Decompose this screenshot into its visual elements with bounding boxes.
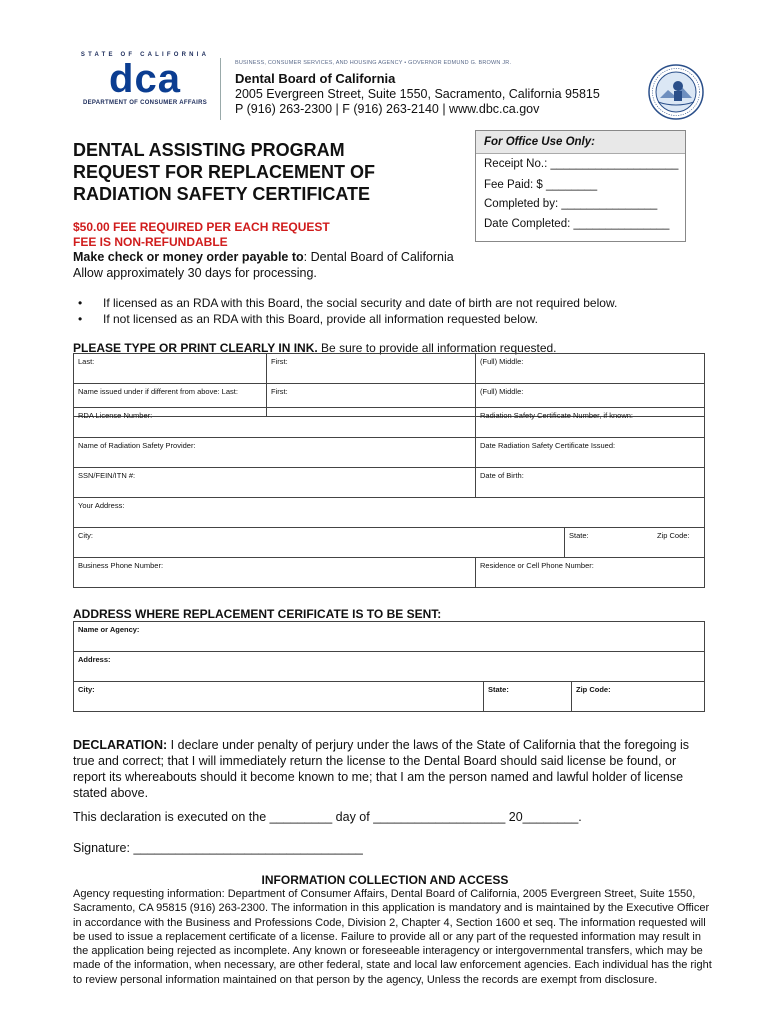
payee-name: : Dental Board of California [303, 250, 454, 264]
board-name: Dental Board of California [235, 71, 396, 86]
office-use-box [475, 130, 686, 242]
applicant-details-table [73, 407, 705, 588]
dca-logo [80, 52, 210, 122]
send-to-state-field[interactable]: State: [484, 682, 572, 712]
title-line-1: DENTAL ASSISTING PROGRAM [73, 140, 345, 160]
city-field[interactable]: City: [74, 528, 565, 558]
logo-department-text: DEPARTMENT OF CONSUMER AFFAIRS [83, 100, 207, 106]
state-zip-field [565, 528, 705, 558]
send-to-city-field[interactable]: City: [74, 682, 484, 712]
fee-notice [73, 220, 330, 250]
logo-state-text: STATE OF CALIFORNIA [80, 52, 210, 58]
office-use-title [476, 131, 685, 154]
instruction-bullets [78, 295, 617, 327]
processing-time: Allow approximately 30 days for processing. [73, 266, 317, 280]
residence-phone-field[interactable]: Residence or Cell Phone Number: [476, 558, 705, 588]
prior-last-name-field[interactable]: Name issued under if different from above: Last: [74, 384, 267, 417]
execution-date-line[interactable]: This declaration is executed on the _________ day of ___________________ 20________. [73, 810, 582, 824]
signature-line[interactable]: Signature: _________________________________ [73, 841, 363, 855]
send-to-address-field[interactable]: Address: [74, 652, 705, 682]
payable-label: Make check or money order payable to [73, 250, 304, 264]
info-collection-heading: INFORMATION COLLECTION AND ACCESS [261, 873, 509, 887]
declaration-label: DECLARATION: [73, 738, 168, 752]
list-item [78, 311, 617, 327]
state-seal-icon [648, 64, 704, 120]
rda-license-field[interactable]: RDA License Number: [74, 408, 476, 438]
rs-cert-date-field[interactable]: Date Radiation Safety Certificate Issued: [476, 438, 705, 468]
date-completed-field: Date Completed: _______________ [484, 218, 670, 230]
header-divider [220, 58, 221, 120]
title-line-2: REQUEST FOR REPLACEMENT OF [73, 162, 376, 182]
receipt-number-field: Receipt No.: ____________________ [484, 158, 679, 170]
rs-cert-number-field[interactable]: Radiation Safety Certificate Number, if known: [476, 408, 705, 438]
address-field[interactable]: Your Address: [74, 498, 705, 528]
first-name-field[interactable]: First: [267, 354, 476, 384]
dob-field[interactable]: Date of Birth: [476, 468, 705, 498]
fee-line-1: $50.00 FEE REQUIRED PER EACH REQUEST [73, 220, 330, 234]
completed-by-field: Completed by: _______________ [484, 198, 658, 210]
bullet-text: If licensed as an RDA with this Board, the social security and date of birth are not required below. [103, 296, 618, 310]
title-line-3: RADIATION SAFETY CERTIFICATE [73, 184, 370, 204]
fee-paid-field: Fee Paid: $ ________ [484, 179, 598, 191]
board-address: 2005 Evergreen Street, Suite 1550, Sacramento, California 95815 [235, 87, 600, 101]
declaration-text: I declare under penalty of perjury under the laws of the State of California that the foregoing is true and correct; that I will immediately return the license to the Dental Board should said license be found, or report its whereabouts should it become known to me; that I am the person named and lawful holder of license stated above. [73, 738, 690, 800]
bullet-text: If not licensed as an RDA with this Board, provide all information requested below. [103, 312, 538, 326]
send-to-heading: ADDRESS WHERE REPLACEMENT CERIFICATE IS TO BE SENT: [73, 607, 442, 621]
info-collection-text: Agency requesting information: Department of Consumer Affairs, Dental Board of California, 2005 Evergreen Street, Suite 1550, Sacramento, CA 95815 (916) 263-2300. The information in this application is mandatory and is maintained by the Executive Officer in accordance with the Business and Professions Code, Division 2, Chapter 4, Section 1600 et seq. The information requested will be used to issue a replacement certificate of a license. Failure to provide all or any part of the requested information may result in the application being rejected as incomplete. Any known or foreseeable interagency or intergovernmental transfers, which may be made of the information, when necessary, are other federal, state and local law enforcement agencies. Each individual has the right to review personal information maintained on that person by the agency, Unless the records are exempt from disclosure. [73, 888, 712, 986]
state-field[interactable]: State: [569, 531, 589, 540]
prior-middle-name-field[interactable]: (Full) Middle: [476, 384, 705, 417]
ssn-field[interactable]: SSN/FEIN/ITN #: [74, 468, 476, 498]
form-title [73, 139, 375, 205]
business-phone-field[interactable]: Business Phone Number: [74, 558, 476, 588]
middle-name-field[interactable]: (Full) Middle: [476, 354, 705, 384]
send-to-table [73, 621, 705, 712]
zip-field[interactable]: Zip Code: [657, 531, 690, 540]
rs-provider-field[interactable]: Name of Radiation Safety Provider: [74, 438, 476, 468]
agency-line: BUSINESS, CONSUMER SERVICES, AND HOUSING AGENCY • GOVERNOR EDMUND G. BROWN JR. [235, 60, 512, 66]
payment-instructions [73, 249, 454, 281]
bullet-icon: • [78, 296, 83, 310]
send-to-name-field[interactable]: Name or Agency: [74, 622, 705, 652]
last-name-field[interactable]: Last: [74, 354, 267, 384]
list-item [78, 295, 617, 311]
fee-line-2: FEE IS NON-REFUNDABLE [73, 235, 228, 249]
logo-mark: dca [109, 57, 181, 101]
office-use-title-text: For Office Use Only: [484, 136, 595, 148]
prior-first-name-field[interactable]: First: [267, 384, 476, 417]
print-instruction-text: Be sure to provide all information requested. [317, 341, 557, 355]
declaration [73, 737, 703, 801]
board-contact: P (916) 263-2300 | F (916) 263-2140 | www.dbc.ca.gov [235, 102, 540, 116]
send-to-zip-field[interactable]: Zip Code: [572, 682, 705, 712]
print-instruction-bold: PLEASE TYPE OR PRINT CLEARLY IN INK. [73, 341, 318, 355]
bullet-icon: • [78, 312, 83, 326]
